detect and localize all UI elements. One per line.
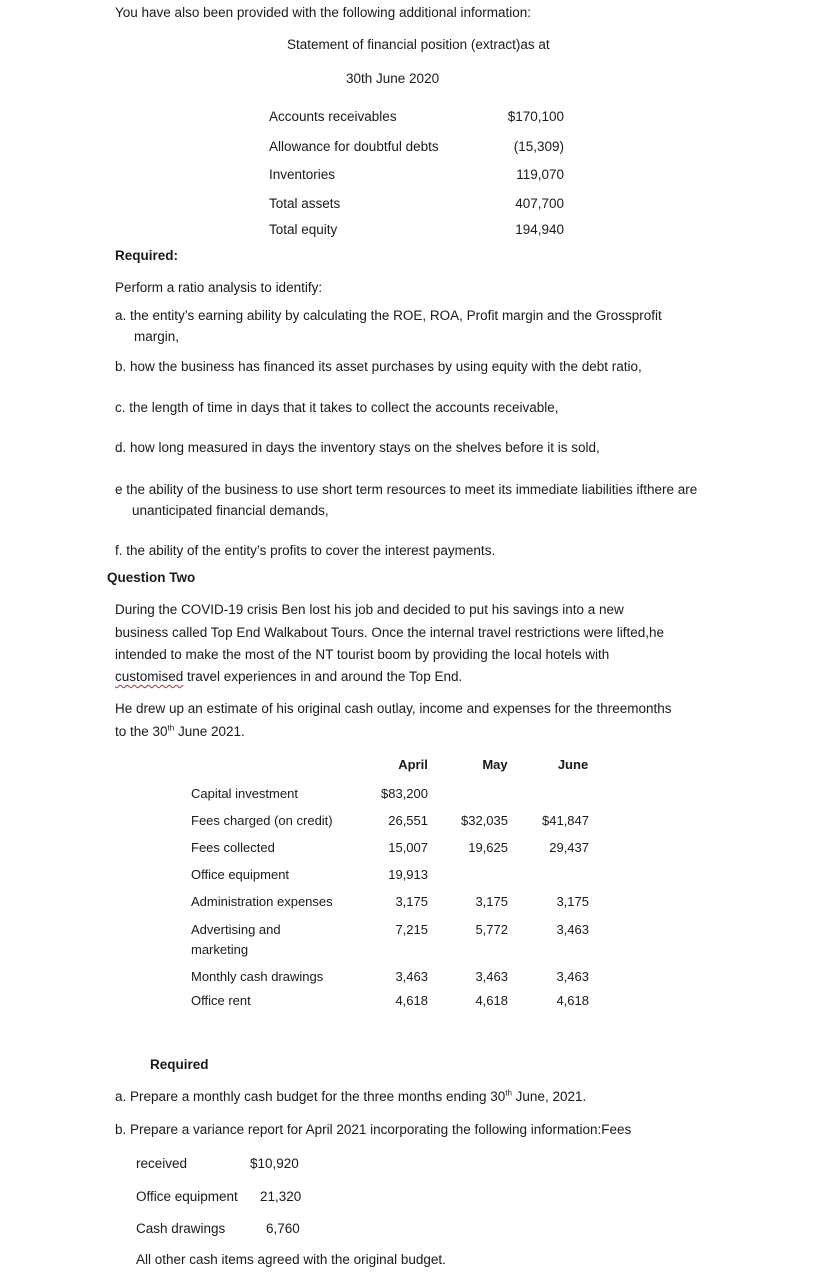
sofp-row-label: Accounts receivables — [269, 109, 397, 124]
variance-label: Cash drawings — [136, 1221, 226, 1236]
sofp-row-label: Inventories — [269, 167, 336, 182]
row-label: Advertising and — [191, 922, 281, 937]
q2-estimate-text: to the 30 — [115, 724, 168, 739]
footer-note: All other cash items agreed with the original budget. — [136, 1252, 446, 1267]
sofp-row-value: $170,100 — [507, 109, 564, 124]
row-label: Fees charged (on credit) — [191, 813, 333, 828]
cell-may: 4,618 — [475, 993, 508, 1008]
cell-april: 19,913 — [388, 867, 428, 882]
cell-may: 3,175 — [475, 894, 508, 909]
q2-para-line: intended to make the most of the NT tourist boom by providing the local hotels with — [115, 647, 610, 662]
q2-para-line: business called Top End Walkabout Tours. Once the internal travel restrictions were lifted,he — [115, 625, 665, 640]
q2-estimate-line — [115, 724, 245, 739]
row-label: Fees collected — [191, 840, 275, 855]
cell-april: 7,215 — [395, 922, 428, 937]
variance-value: 21,320 — [260, 1189, 302, 1204]
cell-june: $41,847 — [542, 813, 589, 828]
row-label: Capital investment — [191, 786, 298, 801]
sofp-row-value: 194,940 — [515, 222, 564, 237]
q1-required-heading: Required: — [115, 248, 179, 263]
cell-april: 3,463 — [395, 969, 428, 984]
cell-june: 3,463 — [556, 969, 589, 984]
col-header-april: April — [398, 757, 428, 772]
q1-item-a-cont: margin, — [134, 329, 180, 344]
q1-item-e-cont: unanticipated financial demands, — [132, 503, 329, 518]
cell-june: 3,175 — [556, 894, 589, 909]
row-label: Office rent — [191, 993, 251, 1008]
variance-label: received — [136, 1156, 188, 1171]
q2-heading: Question Two — [107, 570, 196, 585]
variance-value: 6,760 — [266, 1221, 300, 1236]
sofp-row-value: (15,309) — [513, 139, 564, 154]
row-label: Monthly cash drawings — [191, 969, 324, 984]
sofp-row-value: 407,700 — [515, 196, 564, 211]
row-label: Office equipment — [191, 867, 290, 882]
q1-item-e: e the ability of the business to use short term resources to meet its immediate liabilities ifthere are — [115, 482, 698, 497]
cell-april: 3,175 — [395, 894, 428, 909]
q2-item-a — [115, 1089, 586, 1104]
sofp-title: Statement of financial position (extract)as at — [287, 37, 550, 52]
row-label: Administration expenses — [191, 894, 333, 909]
q2-estimate-line: He drew up an estimate of his original cash outlay, income and expenses for the threemonths — [115, 701, 672, 716]
cell-april: 4,618 — [395, 993, 428, 1008]
q1-item-b: b. how the business has financed its asset purchases by using equity with the debt ratio, — [115, 359, 642, 374]
cell-april: 15,007 — [388, 840, 428, 855]
cell-may: 3,463 — [475, 969, 508, 984]
cell-june: 3,463 — [556, 922, 589, 937]
cell-may: 19,625 — [468, 840, 508, 855]
q2-item-a-sup: th — [505, 1088, 512, 1098]
sofp-row-label: Total equity — [269, 222, 338, 237]
col-header-may: May — [482, 757, 508, 772]
sofp-row-label: Allowance for doubtful debts — [269, 139, 439, 154]
sofp-row-value: 119,070 — [516, 167, 564, 182]
intro-text: You have also been provided with the following additional information: — [115, 5, 532, 20]
q2-para-line: During the COVID-19 crisis Ben lost his job and decided to put his savings into a new — [115, 602, 624, 617]
variance-label: Office equipment — [136, 1189, 238, 1204]
q2-estimate-text-end: June 2021. — [174, 724, 245, 739]
variance-value: $10,920 — [250, 1156, 299, 1171]
cell-april: $83,200 — [381, 786, 428, 801]
q2-item-b: b. Prepare a variance report for April 2021 incorporating the following information:Fees — [115, 1122, 632, 1137]
cell-june: 4,618 — [556, 993, 589, 1008]
sofp-row-label: Total assets — [269, 196, 341, 211]
q2-para-rest: travel experiences in and around the Top End. — [183, 669, 463, 684]
q1-item-f: f. the ability of the entity’s profits to cover the interest payments. — [115, 543, 496, 558]
q2-required-heading: Required — [150, 1057, 209, 1072]
q2-item-a-text: a. Prepare a monthly cash budget for the three months ending 30 — [115, 1089, 506, 1104]
cell-may: 5,772 — [475, 922, 508, 937]
q1-item-a: a. the entity’s earning ability by calculating the ROE, ROA, Profit margin and the Grossprofit — [115, 308, 662, 323]
col-header-june: June — [557, 757, 589, 772]
q1-item-c: c. the length of time in days that it takes to collect the accounts receivable, — [115, 400, 559, 415]
cell-may: $32,035 — [461, 813, 508, 828]
cell-june: 29,437 — [549, 840, 589, 855]
q2-estimate-sup: th — [167, 723, 175, 733]
row-label-cont: marketing — [191, 942, 249, 957]
sofp-date: 30th June 2020 — [346, 71, 440, 86]
cell-april: 26,551 — [388, 813, 428, 828]
q2-para-line — [115, 669, 462, 684]
q2-item-a-text-end: June, 2021. — [511, 1089, 587, 1104]
q1-item-d: d. how long measured in days the inventory stays on the shelves before it is sold, — [115, 440, 600, 455]
spellcheck-word: customised — [115, 669, 184, 684]
q1-lead: Perform a ratio analysis to identify: — [115, 280, 323, 295]
